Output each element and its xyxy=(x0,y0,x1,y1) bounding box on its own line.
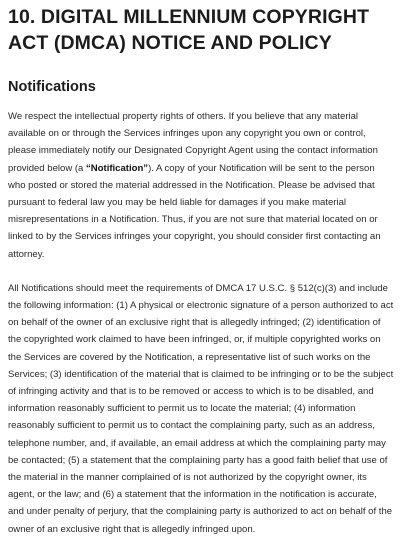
paragraph-intro xyxy=(8,108,394,263)
paragraph-intro-text-end: ). A copy of your Notification will be sent to the person who posted or stored the material addressed in the Notification. Please be advised that pursuant to federal law you may be held liable for damages if you make material misrepresentations in a Notification. Thus, if you are not sure that material located on or linked to by the Services infringes your copyright, you should consider first contacting an attorney. xyxy=(8,162,381,260)
paragraph-intro-text-start: We respect the intellectual property rights of others. If you believe that any material available on or through the Services infringes upon any copyright you own or control, please immediately notify our Designated Copyright Agent using the contact information provided below (a xyxy=(8,111,378,174)
document-page xyxy=(8,4,394,538)
paragraph-requirements: All Notifications should meet the requirements of DMCA 17 U.S.C. § 512(c)(3) and include the following information: (1) A physical or electronic signature of a person authorized to act on behalf of the owner of an exclusive right that is allegedly infringed; (2) identification of the copyrighted work claimed to have been infringed, or, if multiple copyrighted works on the Services are covered by the Notification, a representative list of such works on the Services; (3) identification of the material that is claimed to be infringing or to be the subject of infringing activity and that is to be removed or access to which is to be disabled, and information reasonably sufficient to permit us to locate the material; (4) information reasonably sufficient to permit us to contact the complaining party, such as an address, telephone number, and, if available, an email address at which the complaining party may be contacted; (5) a statement that the complaining party has a good faith belief that use of the material in the manner complained of is not authorized by the copyright owner, its agent, or the law; and (6) a statement that the information in the notification is accurate, and under penalty of perjury, that the complaining party is authorized to act on behalf of the owner of an exclusive right that is allegedly infringed upon. xyxy=(8,282,394,535)
page-title: 10. DIGITAL MILLENNIUM COPYRIGHT ACT (DMCA) NOTICE AND POLICY xyxy=(8,6,370,54)
notification-term: “Notification” xyxy=(86,162,149,174)
section-heading-notifications: Notifications xyxy=(8,79,96,95)
